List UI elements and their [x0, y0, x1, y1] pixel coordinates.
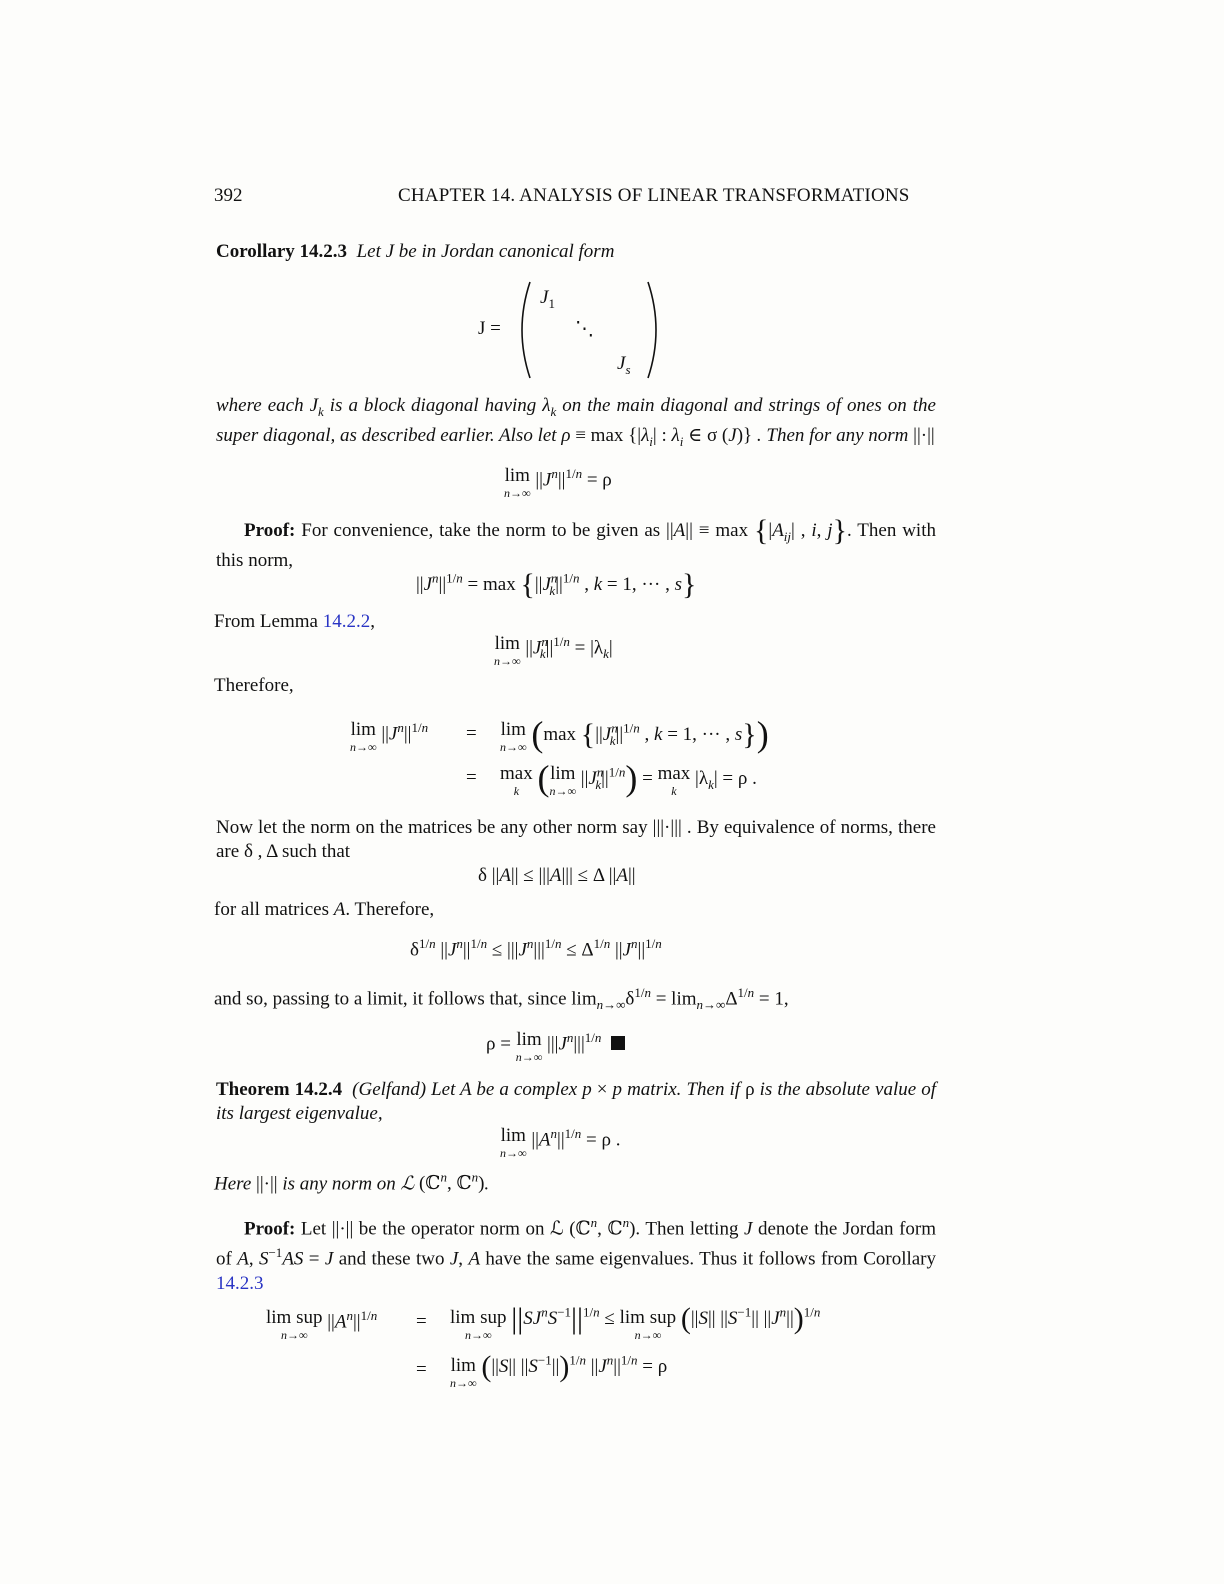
matrix-js: $J_s$	[617, 353, 631, 377]
matrix-lhs: J =	[478, 318, 501, 339]
equivalence-equation: δ ||A|| ≤ |||A||| ≤ Δ ||A||	[478, 865, 636, 886]
theorem-equation: lim n→∞ $||A^n||^{1/n} = \rho$ .	[500, 1125, 621, 1160]
align-row1-rhs: lim n→∞ (max {$||J^n_k||^{1/n}$ , k = 1, ··· , s})	[500, 714, 769, 754]
corollary-statement	[216, 240, 936, 264]
page-number: 392	[214, 185, 243, 206]
now-let-paragraph: Now let the norm on the matrices be any other norm say |||·||| . By equivalence of norms, there are δ , Δ such that	[216, 817, 936, 862]
inequality-chain: $\delta^{1/n}$ $||J^n||^{1/n} \le |||J^n|||^{1/n} \le \Delta^{1/n}$ $||J^n||^{1/n}$	[410, 936, 662, 961]
proof1-intro: Proof: For convenience, take the norm to be given as $||A|| \equiv \max \{|A_{ij}|$ , i, j}. Then with this norm,	[216, 514, 936, 571]
qed-square-icon	[611, 1036, 625, 1050]
from-lemma-line: From Lemma 14.2.2,	[214, 611, 375, 632]
and-so-text: and so, passing to a limit, it follows that, since $\lim_{n\to\infty}\delta^{1/n} = \lim_{n\to\infty}\Delta^{1/n} = 1$,	[214, 985, 789, 1013]
therefore-text: Therefore,	[214, 675, 294, 696]
corollary-ref-link[interactable]: 14.2.3	[216, 1272, 264, 1294]
proof2-label: Proof:	[244, 1218, 296, 1240]
align-row1-lhs: lim n→∞ $||J^n||^{1/n}$	[350, 719, 429, 754]
align-row2-rhs: max k ( lim n→∞ $||J^n_k||^{1/n}$) = max k $|\lambda_k| = \rho$ .	[500, 758, 757, 798]
matrix-j1: $J_1$	[540, 287, 555, 311]
proof2-text: Proof: Let ||·|| be the operator norm on ℒ (ℂ$^n$, ℂ$^n$). Then letting J denote the Jordan form of A, $S^{-1}AS = J$ and these two J, A have the same eigenvalues. Thus it follows from Corollary 14.2.3	[216, 1215, 937, 1294]
lemma-limit-equation: lim n→∞ $||J^n_k||^{1/n} = |\lambda_k|$	[494, 633, 613, 668]
align-row2-equals: =	[466, 767, 477, 788]
final-limit-equation: ρ = lim n→∞ $|||J^n|||^{1/n}$	[486, 1030, 625, 1063]
theorem-statement: Theorem 14.2.4 (Gelfand) Let A be a complex p × p matrix. Then if ρ is the absolute value of its largest eigenvalue,	[216, 1079, 936, 1124]
proof1-label: Proof:	[244, 520, 296, 541]
proof2-row1-equals: =	[416, 1311, 427, 1332]
proof2-row1-rhs: lim sup n→∞ $||SJ^nS^{-1}||^{1/n}$ ≤ lim sup n→∞ (||S|| $||S^{-1}||$ $||J^n||)^{1/n}$	[450, 1302, 821, 1342]
corollary-label: Corollary 14.2.3	[216, 241, 348, 262]
running-title: CHAPTER 14. ANALYSIS OF LINEAR TRANSFORMATIONS	[398, 185, 910, 206]
corollary-text: Let J be in Jordan canonical form	[356, 241, 615, 262]
proof2-row2-equals: =	[416, 1359, 427, 1380]
corollary-continuation: where each $J_k$ is a block diagonal having $\lambda_k$ on the main diagonal and strings of ones on the super diagonal, as described earlier. Also let $\rho \equiv \max \{|\lambda_i|$ : $\lambda_i$ ∈ σ (J)} . Then for any norm ||·||	[216, 395, 936, 449]
proof2-row1-lhs: lim sup n→∞ $||A^n||^{1/n}$	[266, 1307, 378, 1342]
proof1-max-equation: $||J^n||^{1/n} = \max \{||J^n_k||^{1/n}$ , k = 1, ··· , s}	[416, 568, 697, 601]
proof2-row2-rhs: lim n→∞ (||S|| $||S^{-1}||)^{1/n}$ $||J^n||^{1/n} = \rho$	[450, 1350, 668, 1390]
lemma-ref-link[interactable]: 14.2.2	[322, 611, 371, 632]
matrix-diagonal-dots: ⋱	[575, 319, 594, 340]
theorem-label: Theorem 14.2.4	[216, 1079, 343, 1100]
corollary-limit-equation: lim n→∞ $||J^n||^{1/n} = \rho$	[504, 465, 612, 500]
align-row1-equals: =	[466, 723, 477, 744]
theorem-norm-note: Here ||·|| is any norm on ℒ (ℂ$^n$, ℂ$^n$).	[214, 1170, 490, 1195]
for-all-text: for all matrices A. Therefore,	[214, 899, 435, 920]
